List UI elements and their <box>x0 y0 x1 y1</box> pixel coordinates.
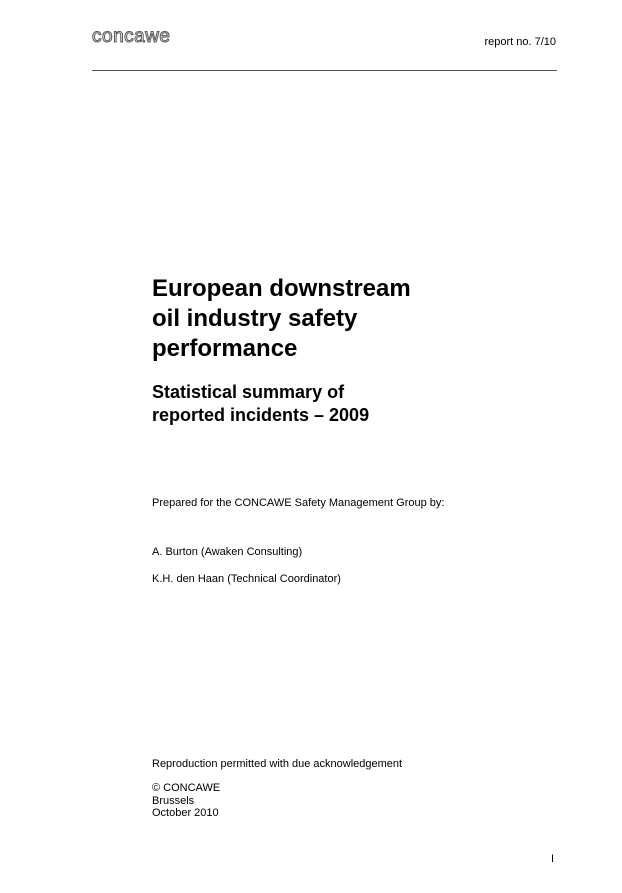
title-line: oil industry safety <box>152 305 358 332</box>
subtitle-line: reported incidents – 2009 <box>152 405 370 425</box>
document-subtitle <box>152 381 472 427</box>
date-line: October 2010 <box>152 807 219 819</box>
header-divider <box>92 70 557 71</box>
imprint-block <box>152 782 220 820</box>
title-line: European downstream <box>152 275 411 302</box>
concawe-logo: concawe <box>92 26 171 47</box>
document-title <box>152 274 472 364</box>
reproduction-notice: Reproduction permitted with due acknowledgement <box>152 758 403 770</box>
city-line: Brussels <box>152 794 195 807</box>
page-number: I <box>551 853 555 865</box>
title-line: performance <box>152 335 298 362</box>
author-entry: K.H. den Haan (Technical Coordinator) <box>152 573 341 585</box>
prepared-for-text: Prepared for the CONCAWE Safety Management Group by: <box>152 497 445 509</box>
copyright-line: © CONCAWE <box>152 782 221 794</box>
subtitle-line: Statistical summary of <box>152 382 345 402</box>
report-number: report no. 7/10 <box>484 36 556 48</box>
author-entry: A. Burton (Awaken Consulting) <box>152 546 303 558</box>
